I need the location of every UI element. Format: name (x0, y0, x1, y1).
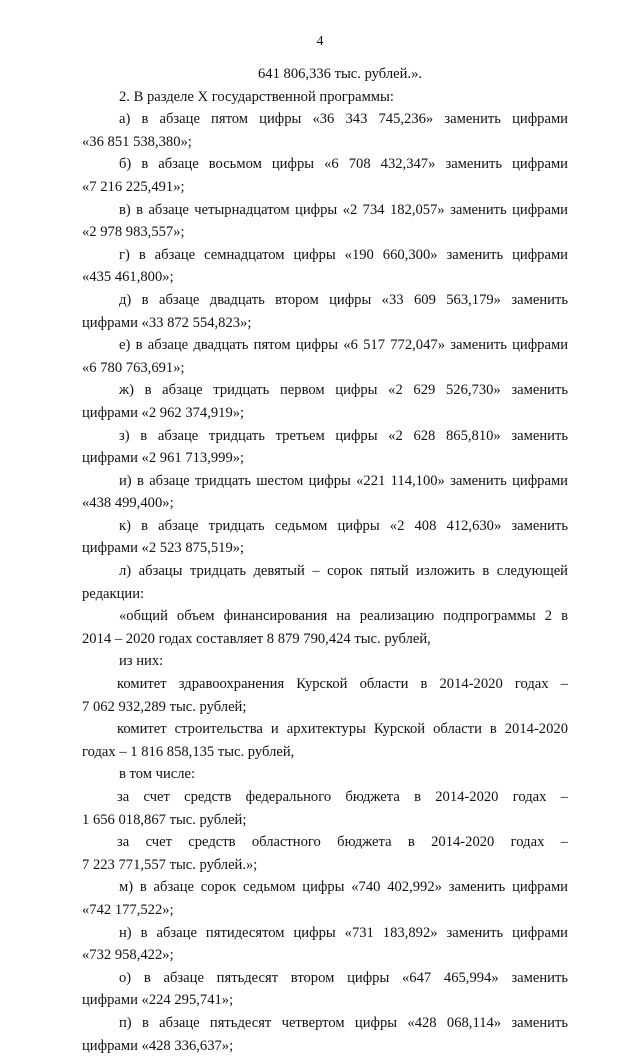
text-line: за счет средств областного бюджета в 2014-2020 годах – (117, 834, 568, 851)
text-line: л) абзацы тридцать девятый – сорок пятый изложить в следующей (119, 563, 568, 580)
text-line: б) в абзаце восьмом цифры «6 708 432,347» заменить цифрами (119, 156, 568, 173)
text-line: «36 851 538,380»; (82, 133, 192, 150)
text-line: за счет средств федерального бюджета в 2014-2020 годах – (117, 789, 568, 805)
text-line: в том числе: (119, 766, 196, 783)
text-line: редакции: (82, 585, 145, 602)
text-line: м) в абзаце сорок седьмом цифры «740 402,992» заменить цифрами (119, 879, 568, 896)
text-line: 7 223 771,557 тыс. рублей.»; (82, 856, 258, 873)
text-line: цифрами «2 961 713,999»; (82, 450, 245, 467)
text-line: 1 656 018,867 тыс. рублей; (82, 811, 247, 828)
document-body (82, 63, 568, 1057)
text-line: «435 461,800»; (82, 269, 174, 286)
text-line: из них: (119, 653, 164, 670)
text-line: комитет здравоохранения Курской области в 2014-2020 годах – (117, 676, 568, 693)
text-line: комитет строительства и архитектуры Курской области в 2014-2020 (117, 721, 568, 738)
text-line: цифрами «33 872 554,823»; (82, 314, 252, 331)
text-line: 641 806,336 тыс. рублей.». (258, 66, 423, 82)
text-line: «2 978 983,557»; (82, 224, 185, 241)
text-line: н) в абзаце пятидесятом цифры «731 183,892» заменить цифрами (119, 924, 568, 941)
text-line: о) в абзаце пятьдесят втором цифры «647 465,994» заменить (119, 969, 568, 986)
text-line: е) в абзаце двадцать пятом цифры «6 517 772,047» заменить цифрами (119, 337, 568, 354)
text-line: «общий объем финансирования на реализацию подпрограммы 2 в (119, 608, 568, 625)
text-line: к) в абзаце тридцать седьмом цифры «2 408 412,630» заменить (119, 517, 568, 534)
text-line: д) в абзаце двадцать втором цифры «33 609 563,179» заменить (119, 291, 568, 308)
text-line: ж) в абзаце тридцать первом цифры «2 629 526,730» заменить (119, 382, 568, 399)
text-line: «732 958,422»; (82, 947, 174, 964)
text-line: цифрами «428 336,637»; (82, 1037, 234, 1054)
text-line: «438 499,400»; (82, 495, 174, 512)
text-line: цифрами «2 523 875,519»; (82, 540, 245, 557)
text-line: «6 780 763,691»; (82, 359, 185, 376)
text-line: з) в абзаце тридцать третьем цифры «2 628 865,810» заменить (119, 427, 568, 444)
text-line: 2. В разделе X государственной программы: (119, 88, 394, 105)
text-line: а) в абзаце пятом цифры «36 343 745,236» заменить цифрами (119, 111, 568, 128)
text-line: и) в абзаце тридцать шестом цифры «221 114,100» заменить цифрами (119, 472, 568, 489)
text-line: г) в абзаце семнадцатом цифры «190 660,300» заменить цифрами (119, 246, 568, 263)
text-line: 2014 – 2020 годах составляет 8 879 790,424 тыс. рублей, (82, 630, 431, 647)
text-line: п) в абзаце пятьдесят четвертом цифры «428 068,114» заменить (119, 1014, 568, 1031)
text-line: годах – 1 816 858,135 тыс. рублей, (82, 743, 295, 760)
text-line: 7 062 932,289 тыс. рублей; (82, 698, 247, 715)
text-line: цифрами «2 962 374,919»; (82, 404, 245, 421)
text-line: в) в абзаце четырнадцатом цифры «2 734 182,057» заменить цифрами (119, 201, 568, 218)
text-line: «7 216 225,491»; (82, 178, 185, 195)
text-line: «742 177,522»; (82, 901, 174, 918)
page-number: 4 (316, 34, 324, 49)
text-line: цифрами «224 295,741»; (82, 992, 234, 1009)
